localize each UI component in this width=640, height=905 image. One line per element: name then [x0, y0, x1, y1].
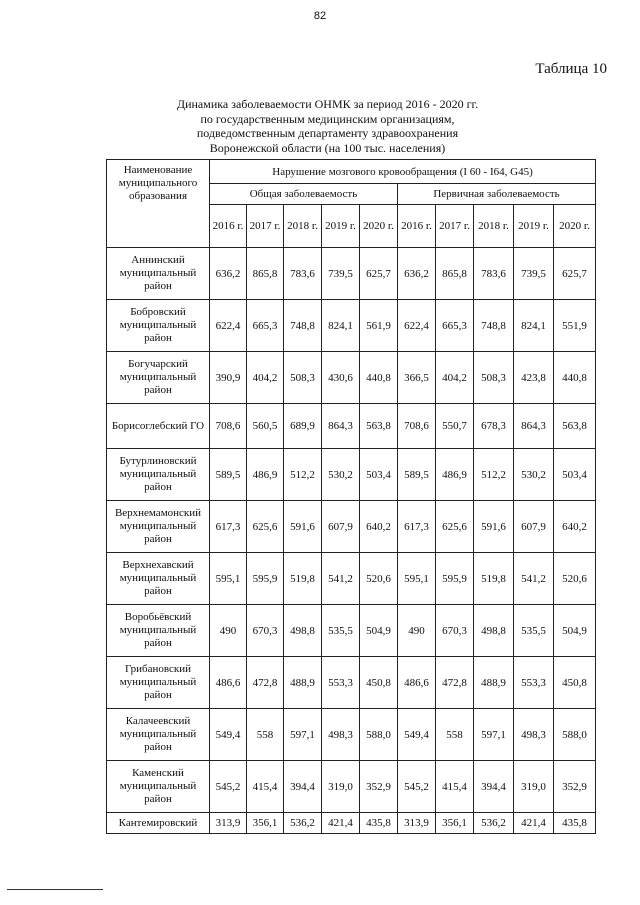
table-row: [107, 709, 596, 761]
year-header: 2017 г.: [247, 205, 284, 248]
municipality-name: Аннинский муниципальный район: [107, 248, 210, 300]
general-morbidity-cell: 394,4: [284, 761, 322, 813]
primary-morbidity-cell: 739,5: [514, 248, 554, 300]
primary-morbidity-cell: 708,6: [398, 404, 436, 449]
general-morbidity-cell: 421,4: [322, 813, 360, 834]
primary-morbidity-cell: 404,2: [436, 352, 474, 404]
primary-morbidity-cell: 450,8: [554, 657, 596, 709]
primary-morbidity-cell: 625,6: [436, 501, 474, 553]
general-morbidity-cell: 783,6: [284, 248, 322, 300]
municipality-name: Воробьёвский муниципальный район: [107, 605, 210, 657]
general-morbidity-cell: 597,1: [284, 709, 322, 761]
general-morbidity-cell: 748,8: [284, 300, 322, 352]
table-caption: [130, 97, 525, 155]
general-morbidity-cell: 435,8: [360, 813, 398, 834]
municipality-name: Борисоглебский ГО: [107, 404, 210, 449]
table-row: [107, 300, 596, 352]
primary-morbidity-cell: 536,2: [474, 813, 514, 834]
primary-morbidity-cell: 440,8: [554, 352, 596, 404]
primary-morbidity-cell: 595,1: [398, 553, 436, 605]
primary-morbidity-cell: 421,4: [514, 813, 554, 834]
general-morbidity-cell: 512,2: [284, 449, 322, 501]
table-row: [107, 657, 596, 709]
primary-morbidity-cell: 541,2: [514, 553, 554, 605]
table-row: [107, 501, 596, 553]
year-header: 2020 г.: [554, 205, 596, 248]
primary-morbidity-cell: 415,4: [436, 761, 474, 813]
municipality-name: Бобровский муниципальный район: [107, 300, 210, 352]
general-morbidity-cell: 490: [210, 605, 247, 657]
municipality-name: Богучарский муниципальный район: [107, 352, 210, 404]
table-row: [107, 605, 596, 657]
year-header: 2018 г.: [474, 205, 514, 248]
primary-morbidity-cell: 824,1: [514, 300, 554, 352]
primary-morbidity-cell: 597,1: [474, 709, 514, 761]
general-morbidity-cell: 591,6: [284, 501, 322, 553]
general-morbidity-cell: 430,6: [322, 352, 360, 404]
general-morbidity-cell: 622,4: [210, 300, 247, 352]
general-morbidity-cell: 404,2: [247, 352, 284, 404]
general-morbidity-cell: 503,4: [360, 449, 398, 501]
primary-morbidity-cell: 865,8: [436, 248, 474, 300]
table-row: [107, 352, 596, 404]
general-morbidity-cell: 864,3: [322, 404, 360, 449]
table-label: Таблица 10: [535, 61, 607, 77]
general-morbidity-cell: 670,3: [247, 605, 284, 657]
general-morbidity-cell: 319,0: [322, 761, 360, 813]
year-header: 2020 г.: [360, 205, 398, 248]
footnote-divider: [7, 889, 103, 890]
general-morbidity-cell: 486,6: [210, 657, 247, 709]
primary-morbidity-cell: 783,6: [474, 248, 514, 300]
primary-morbidity-cell: 558: [436, 709, 474, 761]
general-morbidity-cell: 352,9: [360, 761, 398, 813]
primary-morbidity-cell: 625,7: [554, 248, 596, 300]
general-morbidity-cell: 636,2: [210, 248, 247, 300]
primary-morbidity-cell: 535,5: [514, 605, 554, 657]
primary-morbidity-cell: 864,3: [514, 404, 554, 449]
primary-morbidity-cell: 588,0: [554, 709, 596, 761]
year-header: 2019 г.: [514, 205, 554, 248]
general-morbidity-header: Общая заболеваемость: [210, 184, 398, 205]
general-morbidity-cell: 589,5: [210, 449, 247, 501]
primary-morbidity-cell: 319,0: [514, 761, 554, 813]
primary-morbidity-cell: 366,5: [398, 352, 436, 404]
general-morbidity-cell: 415,4: [247, 761, 284, 813]
general-morbidity-cell: 558: [247, 709, 284, 761]
primary-morbidity-cell: 553,3: [514, 657, 554, 709]
general-morbidity-cell: 486,9: [247, 449, 284, 501]
general-morbidity-cell: 563,8: [360, 404, 398, 449]
primary-morbidity-cell: 490: [398, 605, 436, 657]
municipality-name: Бутурлиновский муниципальный район: [107, 449, 210, 501]
primary-morbidity-cell: 670,3: [436, 605, 474, 657]
general-morbidity-cell: 520,6: [360, 553, 398, 605]
morbidity-table: [106, 159, 596, 834]
general-morbidity-cell: 535,5: [322, 605, 360, 657]
general-morbidity-cell: 472,8: [247, 657, 284, 709]
primary-morbidity-cell: 617,3: [398, 501, 436, 553]
primary-morbidity-cell: 622,4: [398, 300, 436, 352]
primary-morbidity-cell: 519,8: [474, 553, 514, 605]
general-morbidity-cell: 541,2: [322, 553, 360, 605]
primary-morbidity-cell: 530,2: [514, 449, 554, 501]
primary-morbidity-cell: 545,2: [398, 761, 436, 813]
general-morbidity-cell: 708,6: [210, 404, 247, 449]
general-morbidity-cell: 865,8: [247, 248, 284, 300]
general-morbidity-cell: 824,1: [322, 300, 360, 352]
table-row: [107, 404, 596, 449]
general-morbidity-cell: 560,5: [247, 404, 284, 449]
primary-morbidity-cell: 472,8: [436, 657, 474, 709]
primary-morbidity-cell: 595,9: [436, 553, 474, 605]
caption-line: подведомственным департаменту здравоохранения: [196, 126, 459, 140]
disease-group-header: Нарушение мозгового кровообращения (I 60 - I64, G45): [210, 160, 596, 184]
primary-morbidity-cell: 512,2: [474, 449, 514, 501]
table-row: [107, 761, 596, 813]
primary-morbidity-cell: 640,2: [554, 501, 596, 553]
primary-morbidity-cell: 504,9: [554, 605, 596, 657]
table-row: [107, 449, 596, 501]
primary-morbidity-cell: 665,3: [436, 300, 474, 352]
general-morbidity-cell: 504,9: [360, 605, 398, 657]
municipality-name: Калачеевский муниципальный район: [107, 709, 210, 761]
primary-morbidity-cell: 352,9: [554, 761, 596, 813]
general-morbidity-cell: 530,2: [322, 449, 360, 501]
year-header: 2018 г.: [284, 205, 322, 248]
primary-morbidity-cell: 503,4: [554, 449, 596, 501]
primary-morbidity-cell: 356,1: [436, 813, 474, 834]
primary-morbidity-cell: 486,6: [398, 657, 436, 709]
general-morbidity-cell: 508,3: [284, 352, 322, 404]
primary-morbidity-cell: 423,8: [514, 352, 554, 404]
general-morbidity-cell: 588,0: [360, 709, 398, 761]
year-header: 2019 г.: [322, 205, 360, 248]
primary-morbidity-cell: 486,9: [436, 449, 474, 501]
table-row: [107, 553, 596, 605]
general-morbidity-cell: 549,4: [210, 709, 247, 761]
general-morbidity-cell: 356,1: [247, 813, 284, 834]
general-morbidity-cell: 498,8: [284, 605, 322, 657]
primary-morbidity-cell: 498,8: [474, 605, 514, 657]
primary-morbidity-cell: 498,3: [514, 709, 554, 761]
primary-morbidity-header: Первичная заболеваемость: [398, 184, 596, 205]
table-row: [107, 813, 596, 834]
general-morbidity-cell: 536,2: [284, 813, 322, 834]
primary-morbidity-cell: 550,7: [436, 404, 474, 449]
general-morbidity-cell: 390,9: [210, 352, 247, 404]
general-morbidity-cell: 519,8: [284, 553, 322, 605]
primary-morbidity-cell: 748,8: [474, 300, 514, 352]
primary-morbidity-cell: 394,4: [474, 761, 514, 813]
general-morbidity-cell: 561,9: [360, 300, 398, 352]
caption-line: по государственным медицинским организациям,: [200, 111, 455, 126]
municipality-column-header: Наименование муниципального образования: [107, 160, 210, 248]
general-morbidity-cell: 739,5: [322, 248, 360, 300]
general-morbidity-cell: 665,3: [247, 300, 284, 352]
primary-morbidity-cell: 313,9: [398, 813, 436, 834]
primary-morbidity-cell: 636,2: [398, 248, 436, 300]
municipality-name: Каменский муниципальный район: [107, 761, 210, 813]
municipality-name: Грибановский муниципальный район: [107, 657, 210, 709]
year-header: 2016 г.: [398, 205, 436, 248]
primary-morbidity-cell: 508,3: [474, 352, 514, 404]
primary-morbidity-cell: 589,5: [398, 449, 436, 501]
caption-line: Динамика заболеваемости ОНМК за период 2016 - 2020 гг.: [176, 97, 479, 111]
general-morbidity-cell: 625,6: [247, 501, 284, 553]
page-number: 82: [313, 10, 327, 22]
primary-morbidity-cell: 549,4: [398, 709, 436, 761]
table-row: [107, 248, 596, 300]
general-morbidity-cell: 689,9: [284, 404, 322, 449]
general-morbidity-cell: 488,9: [284, 657, 322, 709]
primary-morbidity-cell: 678,3: [474, 404, 514, 449]
year-header: 2017 г.: [436, 205, 474, 248]
general-morbidity-cell: 595,9: [247, 553, 284, 605]
general-morbidity-cell: 553,3: [322, 657, 360, 709]
primary-morbidity-cell: 551,9: [554, 300, 596, 352]
general-morbidity-cell: 545,2: [210, 761, 247, 813]
municipality-name: Верхнехавский муниципальный район: [107, 553, 210, 605]
primary-morbidity-cell: 591,6: [474, 501, 514, 553]
general-morbidity-cell: 313,9: [210, 813, 247, 834]
primary-morbidity-cell: 607,9: [514, 501, 554, 553]
table-body: [107, 248, 596, 834]
primary-morbidity-cell: 520,6: [554, 553, 596, 605]
general-morbidity-cell: 440,8: [360, 352, 398, 404]
general-morbidity-cell: 607,9: [322, 501, 360, 553]
municipality-name: Верхнемамонский муниципальный район: [107, 501, 210, 553]
primary-morbidity-cell: 563,8: [554, 404, 596, 449]
general-morbidity-cell: 625,7: [360, 248, 398, 300]
caption-line: Воронежской области (на 100 тыс. населения): [209, 140, 446, 155]
general-morbidity-cell: 640,2: [360, 501, 398, 553]
general-morbidity-cell: 595,1: [210, 553, 247, 605]
general-morbidity-cell: 450,8: [360, 657, 398, 709]
primary-morbidity-cell: 435,8: [554, 813, 596, 834]
primary-morbidity-cell: 488,9: [474, 657, 514, 709]
general-morbidity-cell: 617,3: [210, 501, 247, 553]
year-header: 2016 г.: [210, 205, 247, 248]
municipality-name: Кантемировский: [107, 813, 210, 834]
general-morbidity-cell: 498,3: [322, 709, 360, 761]
